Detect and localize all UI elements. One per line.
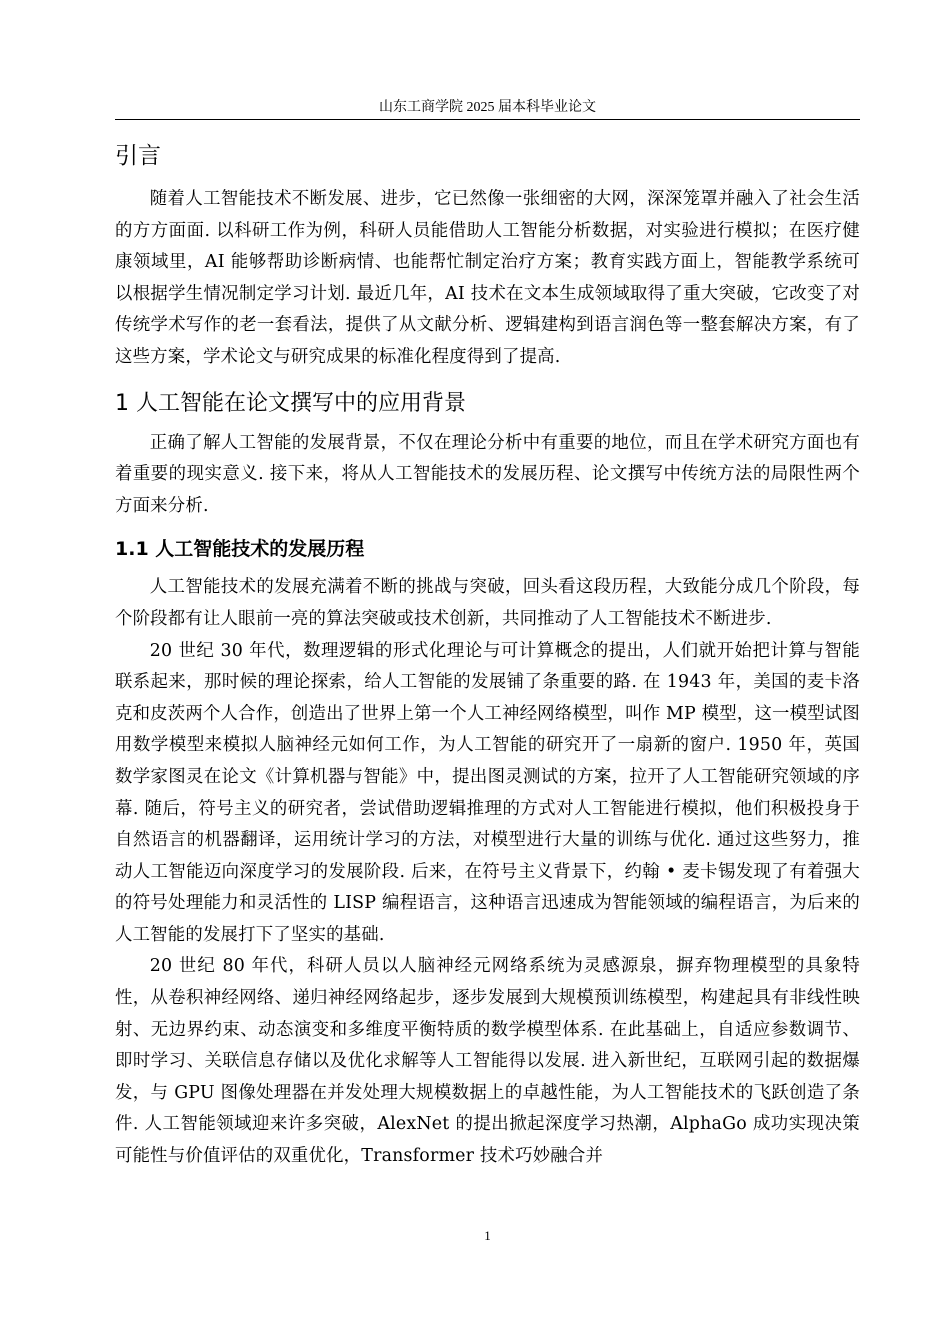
intro-paragraph: 随着人工智能技术不断发展、进步，它已然像一张细密的大网，深深笼罩并融入了社会生活的方方面面. 以科研工作为例，科研人员能借助人工智能分析数据，对实验进行模拟；在医疗健康领域里，AI 能够帮助诊断病情、也能帮忙制定治疗方案；教育实践方面上，智能教学系统可以根据学生情况制定学习计划. 最近几年，AI 技术在文本生成领域取得了重大突破，它改变了对传统学术写作的老一套看法，提供了从文献分析、逻辑建构到语言润色等一整套解决方案，有了这些方案，学术论文与研究成果的标准化程度得到了提高. xyxy=(115,189,860,367)
section-1-1-paragraph-1: 人工智能技术的发展充满着不断的挑战与突破，回头看这段历程，大致能分成几个阶段，每个阶段都有让人眼前一亮的算法突破或技术创新，共同推动了人工智能技术不断进步. xyxy=(115,577,860,629)
section-1-1-paragraph-3: 20 世纪 80 年代，科研人员以人脑神经元网络系统为灵感源泉，摒弃物理模型的具象特性，从卷积神经网络、递归神经网络起步，逐步发展到大规模预训练模型，构建起具有非线性映射、无边界约束、动态演变和多维度平衡特质的数学模型体系. 在此基础上，自适应参数调节、即时学习、关联信息存储以及优化求解等人工智能得以发展. 进入新世纪，互联网引起的数据爆发，与 GPU 图像处理器在并发处理大规模数据上的卓越性能，为人工智能技术的飞跃创造了条件. 人工智能领域迎来许多突破，AlexNet 的提出掀起深度学习热潮，AlphaGo 成功实现决策可能性与价值评估的双重优化，Transformer 技术巧妙融合并 xyxy=(115,956,860,1167)
running-header: 山东工商学院 2025 届本科毕业论文 xyxy=(379,100,596,115)
section-1-1-paragraph-2: 20 世纪 30 年代，数理逻辑的形式化理论与可计算概念的提出，人们就开始把计算与智能联系起来，那时候的理论探索，给人工智能的发展铺了条重要的路. 在 1943 年，美国的麦卡洛克和皮茨两个人合作，创造出了世界上第一个人工神经网络模型，叫作 MP 模型，这一模型试图用数学模型来模拟人脑神经元如何工作，为人工智能的研究开了一扇新的窗户. 1950 年，英国数学家图灵在论文《计算机器与智能》中，提出图灵测试的方案，拉开了人工智能研究领域的序幕. 随后，符号主义的研究者，尝试借助逻辑推理的方式对人工智能进行模拟，他们积极投身于自然语言的机器翻译，运用统计学习的方法，对模型进行大量的训练与优化. 通过这些努力，推动人工智能迈向深度学习的发展阶段. 后来，在符号主义背景下，约翰 • 麦卡锡发现了有着强大的符号处理能力和灵活性的 LISP 编程语言，这种语言迅速成为智能领域的编程语言，为后来的人工智能的发展打下了坚实的基础. xyxy=(115,640,860,945)
chapter-1-paragraph: 正确了解人工智能的发展背景，不仅在理论分析中有重要的地位，而且在学术研究方面也有着重要的现实意义. 接下来，将从人工智能技术的发展历程、论文撰写中传统方法的局限性两个方面来分析. xyxy=(115,432,860,516)
intro-title: 引言 xyxy=(115,143,161,169)
section-1-1-title: 1.1 人工智能技术的发展历程 xyxy=(115,538,365,561)
chapter-1-title: 1 人工智能在论文撰写中的应用背景 xyxy=(115,390,466,416)
header-rule xyxy=(115,119,860,120)
page-content xyxy=(115,138,860,1173)
page-number: 1 xyxy=(484,1228,491,1243)
